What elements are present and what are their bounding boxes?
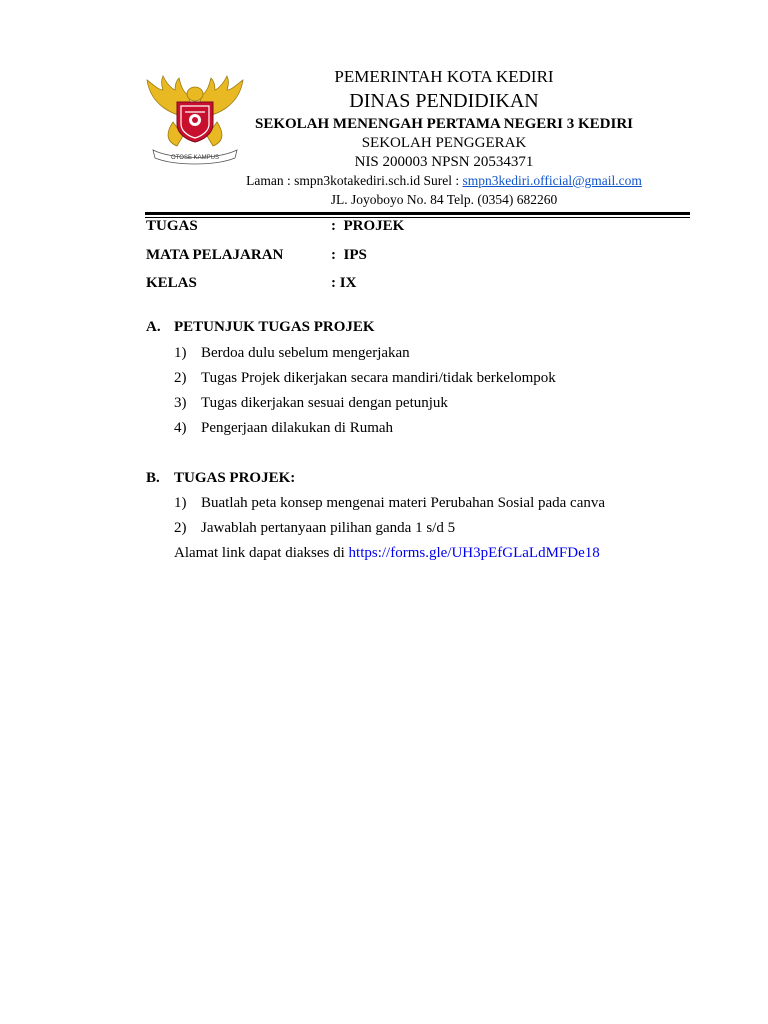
website-label: Laman : smpn3kotakediri.sch.id Surel :	[246, 173, 463, 188]
list-item-number: 4)	[174, 420, 187, 436]
form-link-line	[174, 545, 600, 562]
list-item-number: 1)	[174, 495, 187, 511]
list-item: Tugas dikerjakan sesuai dengan petunjuk	[201, 395, 448, 411]
school-ids: NIS 200003 NPSN 20534371	[354, 154, 534, 170]
list-item-number: 2)	[174, 370, 187, 386]
list-item: Berdoa dulu sebelum mengerjakan	[201, 345, 410, 361]
field-label-tugas: TUGAS	[146, 218, 198, 234]
school-program: SEKOLAH PENGGERAK	[361, 135, 527, 151]
department-title: DINAS PENDIDIKAN	[349, 90, 539, 112]
list-item: Buatlah peta konsep mengenai materi Perubahan Sosial pada canva	[201, 495, 606, 511]
school-name: SEKOLAH MENENGAH PERTAMA NEGERI 3 KEDIRI	[255, 116, 633, 132]
letterhead-divider-thin	[145, 217, 690, 218]
section-b-letter: B.	[146, 470, 160, 486]
crest-motto: OTOSE KAMPUS	[171, 155, 219, 161]
list-item-number: 2)	[174, 520, 187, 536]
google-form-link[interactable]: https://forms.gle/UH3pEfGLaLdMFDe18	[348, 545, 600, 561]
list-item: Jawablah pertanyaan pilihan ganda 1 s/d 5	[201, 520, 456, 536]
list-item-number: 1)	[174, 345, 187, 361]
list-item: Tugas Projek dikerjakan secara mandiri/tidak berkelompok	[201, 370, 556, 386]
field-value-tugas: : PROJEK	[331, 218, 405, 234]
section-b-title: TUGAS PROJEK:	[174, 470, 296, 486]
form-link-prefix: Alamat link dapat diakses di	[174, 545, 349, 561]
section-a-title: PETUNJUK TUGAS PROJEK	[174, 319, 375, 335]
list-item: Pengerjaan dilakukan di Rumah	[201, 420, 394, 436]
email-link[interactable]: smpn3kediri.official@gmail.com	[462, 173, 642, 188]
list-item-number: 3)	[174, 395, 187, 411]
field-value-mata-pelajaran: : IPS	[331, 247, 367, 263]
letterhead-divider-thick	[145, 212, 690, 215]
section-a-letter: A.	[146, 319, 161, 335]
contact-line	[200, 173, 688, 189]
field-label-mata-pelajaran: MATA PELAJARAN	[146, 247, 284, 263]
government-title: PEMERINTAH KOTA KEDIRI	[334, 67, 554, 86]
field-label-kelas: KELAS	[146, 275, 197, 291]
address-line: JL. Joyoboyo No. 84 Telp. (0354) 682260	[330, 192, 558, 207]
field-value-kelas: : IX	[331, 275, 357, 291]
